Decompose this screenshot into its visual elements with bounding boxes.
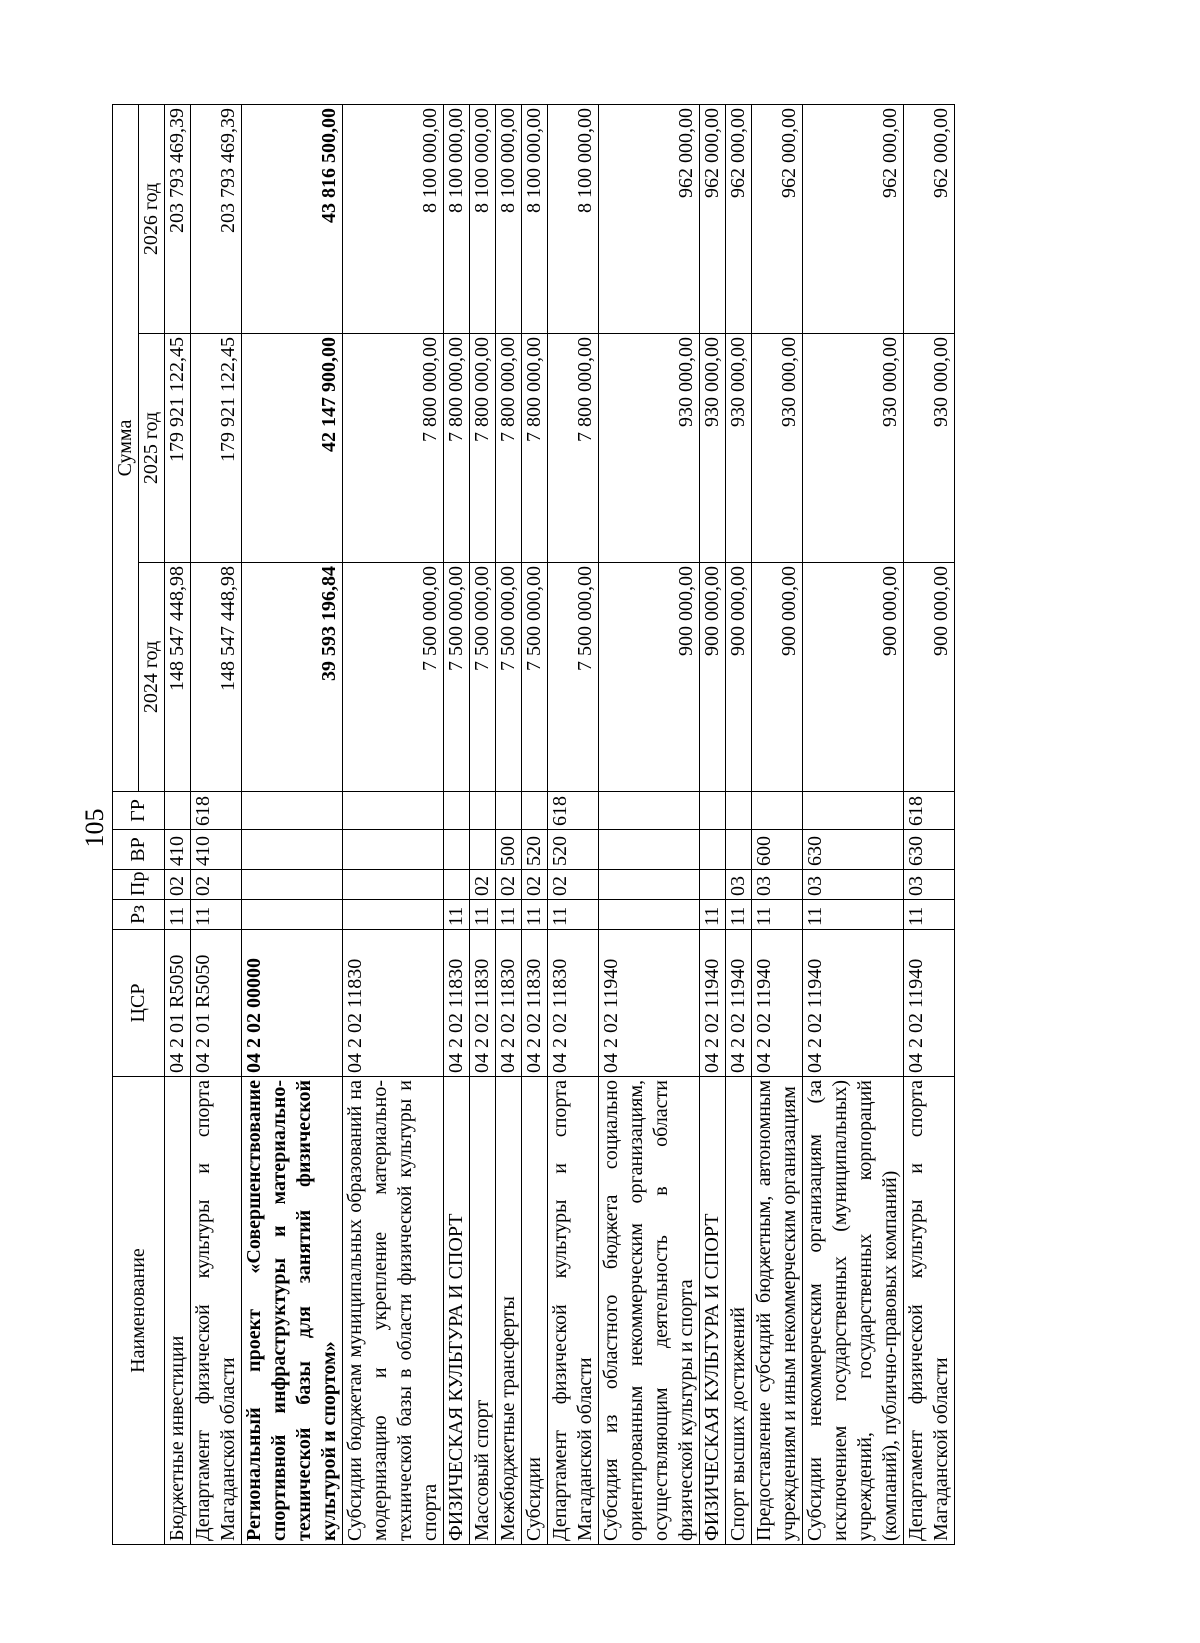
- row-gr: 618: [548, 792, 599, 830]
- row-2025: 930 000,00: [599, 334, 700, 563]
- row-gr: [496, 792, 522, 830]
- table-row: [343, 104, 444, 1544]
- row-pr: [343, 870, 444, 900]
- row-name: ФИЗИЧЕСКАЯ КУЛЬТУРА И СПОРТ: [444, 1077, 470, 1545]
- row-vr: [242, 830, 343, 870]
- table-row: [599, 104, 700, 1544]
- row-vr: [700, 830, 726, 870]
- table-row: [242, 104, 343, 1544]
- table-row: [496, 104, 522, 1544]
- row-gr: [444, 792, 470, 830]
- row-name: Предоставление субсидий бюджетным, автономным учреждениям и иным некоммерческим организациям: [752, 1077, 803, 1545]
- row-pr: 03: [904, 870, 955, 900]
- row-csr: 04 2 01 R5050: [191, 930, 242, 1077]
- table-row: [904, 104, 955, 1544]
- header-gr: ГР: [113, 792, 165, 830]
- row-vr: [599, 830, 700, 870]
- row-2024: 7 500 000,00: [522, 563, 548, 792]
- row-csr: 04 2 02 11830: [444, 930, 470, 1077]
- header-vr: ВР: [113, 830, 165, 870]
- header-row-1: [113, 104, 139, 1544]
- row-name: Субсидия из областного бюджета социально ориентированным некоммерческим организациям, осуществляющим деятельность в области физической культуры и спорта: [599, 1077, 700, 1545]
- row-rz: [599, 900, 700, 930]
- row-name: Бюджетные инвестиции: [165, 1077, 191, 1545]
- row-2024: 7 500 000,00: [470, 563, 496, 792]
- row-csr: 04 2 02 11940: [700, 930, 726, 1077]
- row-rz: 11: [700, 900, 726, 930]
- row-rz: 11: [522, 900, 548, 930]
- row-2026: 962 000,00: [599, 104, 700, 333]
- table-row: [444, 104, 470, 1544]
- row-2026: 962 000,00: [752, 104, 803, 333]
- row-pr: 02: [165, 870, 191, 900]
- row-pr: [444, 870, 470, 900]
- row-pr: 02: [522, 870, 548, 900]
- header-name: Наименование: [113, 1077, 165, 1545]
- row-name: Департамент физической культуры и спорта Магаданской области: [548, 1077, 599, 1545]
- row-gr: [522, 792, 548, 830]
- row-gr: [343, 792, 444, 830]
- row-pr: 02: [496, 870, 522, 900]
- row-vr: [470, 830, 496, 870]
- row-2025: 7 800 000,00: [470, 334, 496, 563]
- row-2024: 7 500 000,00: [548, 563, 599, 792]
- row-rz: 11: [191, 900, 242, 930]
- row-vr: 520: [548, 830, 599, 870]
- row-pr: 02: [470, 870, 496, 900]
- row-2026: 203 793 469,39: [165, 104, 191, 333]
- table-row: [522, 104, 548, 1544]
- row-rz: 11: [904, 900, 955, 930]
- row-vr: [726, 830, 752, 870]
- row-vr: [343, 830, 444, 870]
- row-2025: 930 000,00: [752, 334, 803, 563]
- row-gr: 618: [191, 792, 242, 830]
- row-2025: 930 000,00: [726, 334, 752, 563]
- row-csr: 04 2 02 11940: [599, 930, 700, 1077]
- header-rz: Рз: [113, 900, 165, 930]
- row-name: Массовый спорт: [470, 1077, 496, 1545]
- row-2024: 900 000,00: [599, 563, 700, 792]
- row-pr: 02: [548, 870, 599, 900]
- row-2025: 930 000,00: [803, 334, 904, 563]
- table-row: [726, 104, 752, 1544]
- row-csr: 04 2 02 11940: [752, 930, 803, 1077]
- row-2025: 7 800 000,00: [444, 334, 470, 563]
- row-2026: 8 100 000,00: [444, 104, 470, 333]
- row-name: Департамент физической культуры и спорта Магаданской области: [904, 1077, 955, 1545]
- row-rz: 11: [470, 900, 496, 930]
- row-name: Региональный проект «Совершенствование спортивной инфраструктуры и материально-технической базы для занятий физической культурой и спортом»: [242, 1077, 343, 1545]
- row-rz: [242, 900, 343, 930]
- row-2025: 7 800 000,00: [496, 334, 522, 563]
- row-name: Спорт высших достижений: [726, 1077, 752, 1545]
- row-csr: 04 2 02 11940: [904, 930, 955, 1077]
- header-csr: ЦСР: [113, 930, 165, 1077]
- row-2024: 900 000,00: [700, 563, 726, 792]
- page-number: 105: [80, 808, 109, 848]
- row-2024: 900 000,00: [752, 563, 803, 792]
- row-gr: [599, 792, 700, 830]
- row-vr: 500: [496, 830, 522, 870]
- row-gr: [752, 792, 803, 830]
- row-vr: [444, 830, 470, 870]
- row-rz: 11: [803, 900, 904, 930]
- row-pr: 03: [726, 870, 752, 900]
- row-name: Субсидии бюджетам муниципальных образований на модернизацию и укрепление материально-технической базы в области физической культуры и спорта: [343, 1077, 444, 1545]
- row-2024: 39 593 196,84: [242, 563, 343, 792]
- row-pr: 03: [803, 870, 904, 900]
- row-pr: [599, 870, 700, 900]
- header-pr: Пр: [113, 870, 165, 900]
- row-2024: 7 500 000,00: [343, 563, 444, 792]
- row-csr: 04 2 02 11830: [343, 930, 444, 1077]
- row-csr: 04 2 02 11830: [470, 930, 496, 1077]
- rotated-page: [112, 105, 1027, 1545]
- row-2025: 930 000,00: [700, 334, 726, 563]
- table-row: [470, 104, 496, 1544]
- table-row: [165, 104, 191, 1544]
- row-csr: 04 2 02 11830: [522, 930, 548, 1077]
- row-2026: 8 100 000,00: [496, 104, 522, 333]
- row-2026: 8 100 000,00: [548, 104, 599, 333]
- row-2026: 962 000,00: [904, 104, 955, 333]
- row-gr: [470, 792, 496, 830]
- row-2026: 8 100 000,00: [343, 104, 444, 333]
- row-gr: 618: [904, 792, 955, 830]
- row-2026: 962 000,00: [726, 104, 752, 333]
- row-2026: 43 816 500,00: [242, 104, 343, 333]
- header-2024: 2024 год: [139, 563, 165, 792]
- budget-table: [112, 104, 955, 1545]
- row-2024: 900 000,00: [803, 563, 904, 792]
- row-2026: 203 793 469,39: [191, 104, 242, 333]
- row-2025: 7 800 000,00: [522, 334, 548, 563]
- row-rz: 11: [444, 900, 470, 930]
- row-pr: 03: [752, 870, 803, 900]
- row-2026: 962 000,00: [803, 104, 904, 333]
- row-2026: 8 100 000,00: [522, 104, 548, 333]
- row-gr: [803, 792, 904, 830]
- table-row: [548, 104, 599, 1544]
- row-rz: [343, 900, 444, 930]
- row-name: Межбюджетные трансферты: [496, 1077, 522, 1545]
- row-gr: [700, 792, 726, 830]
- table-row: [191, 104, 242, 1544]
- row-vr: 410: [165, 830, 191, 870]
- row-2025: 179 921 122,45: [165, 334, 191, 563]
- row-pr: 02: [191, 870, 242, 900]
- row-vr: 630: [803, 830, 904, 870]
- row-2025: 7 800 000,00: [548, 334, 599, 563]
- row-csr: 04 2 02 11940: [803, 930, 904, 1077]
- row-name: Субсидии: [522, 1077, 548, 1545]
- row-rz: 11: [496, 900, 522, 930]
- row-2024: 148 547 448,98: [191, 563, 242, 792]
- row-name: ФИЗИЧЕСКАЯ КУЛЬТУРА И СПОРТ: [700, 1077, 726, 1545]
- row-vr: 410: [191, 830, 242, 870]
- row-2026: 962 000,00: [700, 104, 726, 333]
- row-vr: 630: [904, 830, 955, 870]
- row-2024: 7 500 000,00: [496, 563, 522, 792]
- row-2024: 900 000,00: [904, 563, 955, 792]
- row-gr: [726, 792, 752, 830]
- row-rz: 11: [752, 900, 803, 930]
- row-2025: 42 147 900,00: [242, 334, 343, 563]
- row-name: Департамент физической культуры и спорта Магаданской области: [191, 1077, 242, 1545]
- row-gr: [242, 792, 343, 830]
- row-2026: 8 100 000,00: [470, 104, 496, 333]
- row-pr: [700, 870, 726, 900]
- row-csr: 04 2 02 11830: [548, 930, 599, 1077]
- row-2024: 148 547 448,98: [165, 563, 191, 792]
- row-rz: 11: [165, 900, 191, 930]
- row-vr: 520: [522, 830, 548, 870]
- row-2025: 930 000,00: [904, 334, 955, 563]
- row-vr: 600: [752, 830, 803, 870]
- header-sum: Сумма: [113, 104, 139, 791]
- row-csr: 04 2 01 R5050: [165, 930, 191, 1077]
- header-2025: 2025 год: [139, 334, 165, 563]
- row-2024: 900 000,00: [726, 563, 752, 792]
- row-csr: 04 2 02 11940: [726, 930, 752, 1077]
- header-2026: 2026 год: [139, 104, 165, 333]
- row-csr: 04 2 02 11830: [496, 930, 522, 1077]
- row-2024: 7 500 000,00: [444, 563, 470, 792]
- table-row: [803, 104, 904, 1544]
- row-rz: 11: [548, 900, 599, 930]
- table-row: [752, 104, 803, 1544]
- row-2025: 179 921 122,45: [191, 334, 242, 563]
- row-rz: 11: [726, 900, 752, 930]
- table-row: [700, 104, 726, 1544]
- row-pr: [242, 870, 343, 900]
- row-2025: 7 800 000,00: [343, 334, 444, 563]
- row-csr: 04 2 02 00000: [242, 930, 343, 1077]
- row-gr: [165, 792, 191, 830]
- row-name: Субсидии некоммерческим организациям (за исключением государственных (муниципальных) учреждений, государственных корпораций (компаний), публично-правовых компаний): [803, 1077, 904, 1545]
